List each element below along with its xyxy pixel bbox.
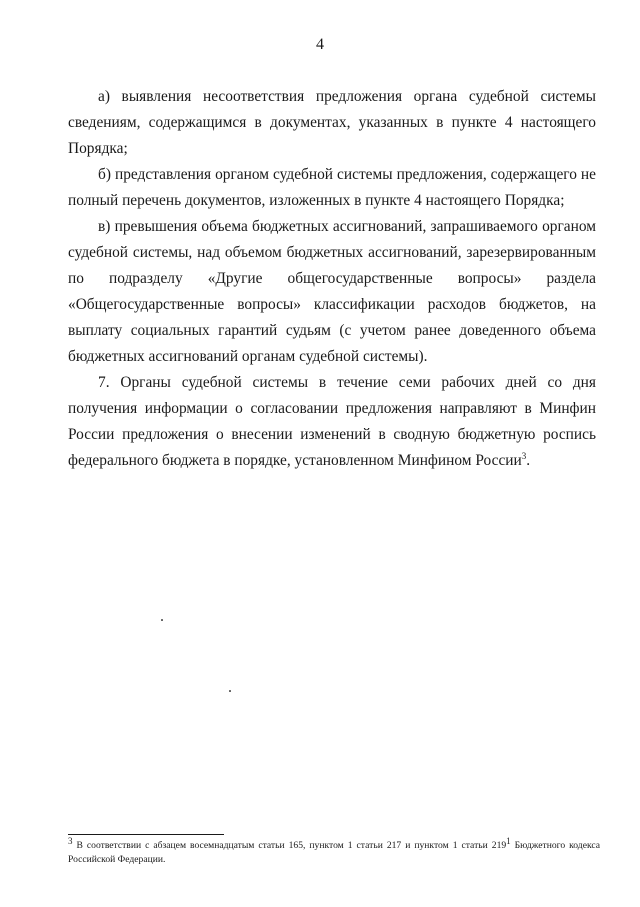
scan-speck: [161, 619, 163, 621]
footnote: [68, 835, 601, 867]
body-text: [68, 84, 596, 474]
paragraph-clause-a: а) выявления несоответствия предложения органа судебной системы сведениям, содержащимся в документах, указанных в пункте 4 настоящего Порядка;: [68, 88, 596, 157]
paragraph-clause-b: б) представления органом судебной системы предложения, содержащего не полный перечень документов, изложенных в пункте 4 настоящего Порядка;: [68, 166, 596, 209]
footnote-text-before: В соответствии с абзацем восемнадцатым статьи 165, пунктом 1 статьи 217 и пунктом 1 статьи 219: [72, 840, 507, 851]
footnote-separator: [68, 834, 224, 835]
paragraph-item-7: [68, 370, 596, 474]
footnote-reference: 3: [521, 450, 527, 461]
paragraph-item-7-tail: .: [526, 452, 531, 469]
footnote-superscript: 1: [506, 835, 511, 846]
paragraph-item-7-text: 7. Органы судебной системы в течение семи рабочих дней со дня получения информации о согласовании предложения направляют в Минфин России предложения о внесении изменений в сводную бюджетную роспись федерального бюджета в порядке, установленном Минфином России: [68, 374, 596, 469]
page-number: 4: [316, 36, 324, 53]
paragraph-clause-c: в) превышения объема бюджетных ассигнований, запрашиваемого органом судебной системы, над объемом бюджетных ассигнований, зарезервированным по подразделу «Другие общегосударственные вопросы» раздела «Общегосударственные вопросы» классификации расходов бюджетов, на выплату социальных гарантий судьям (с учетом ранее доведенного объема бюджетных ассигнований органам судебной системы).: [68, 218, 596, 365]
footnote-text-after: Бюджетного кодекса Российской Федерации.: [68, 840, 601, 865]
footnote-marker: 3: [68, 835, 73, 846]
scan-speck: [229, 690, 231, 692]
